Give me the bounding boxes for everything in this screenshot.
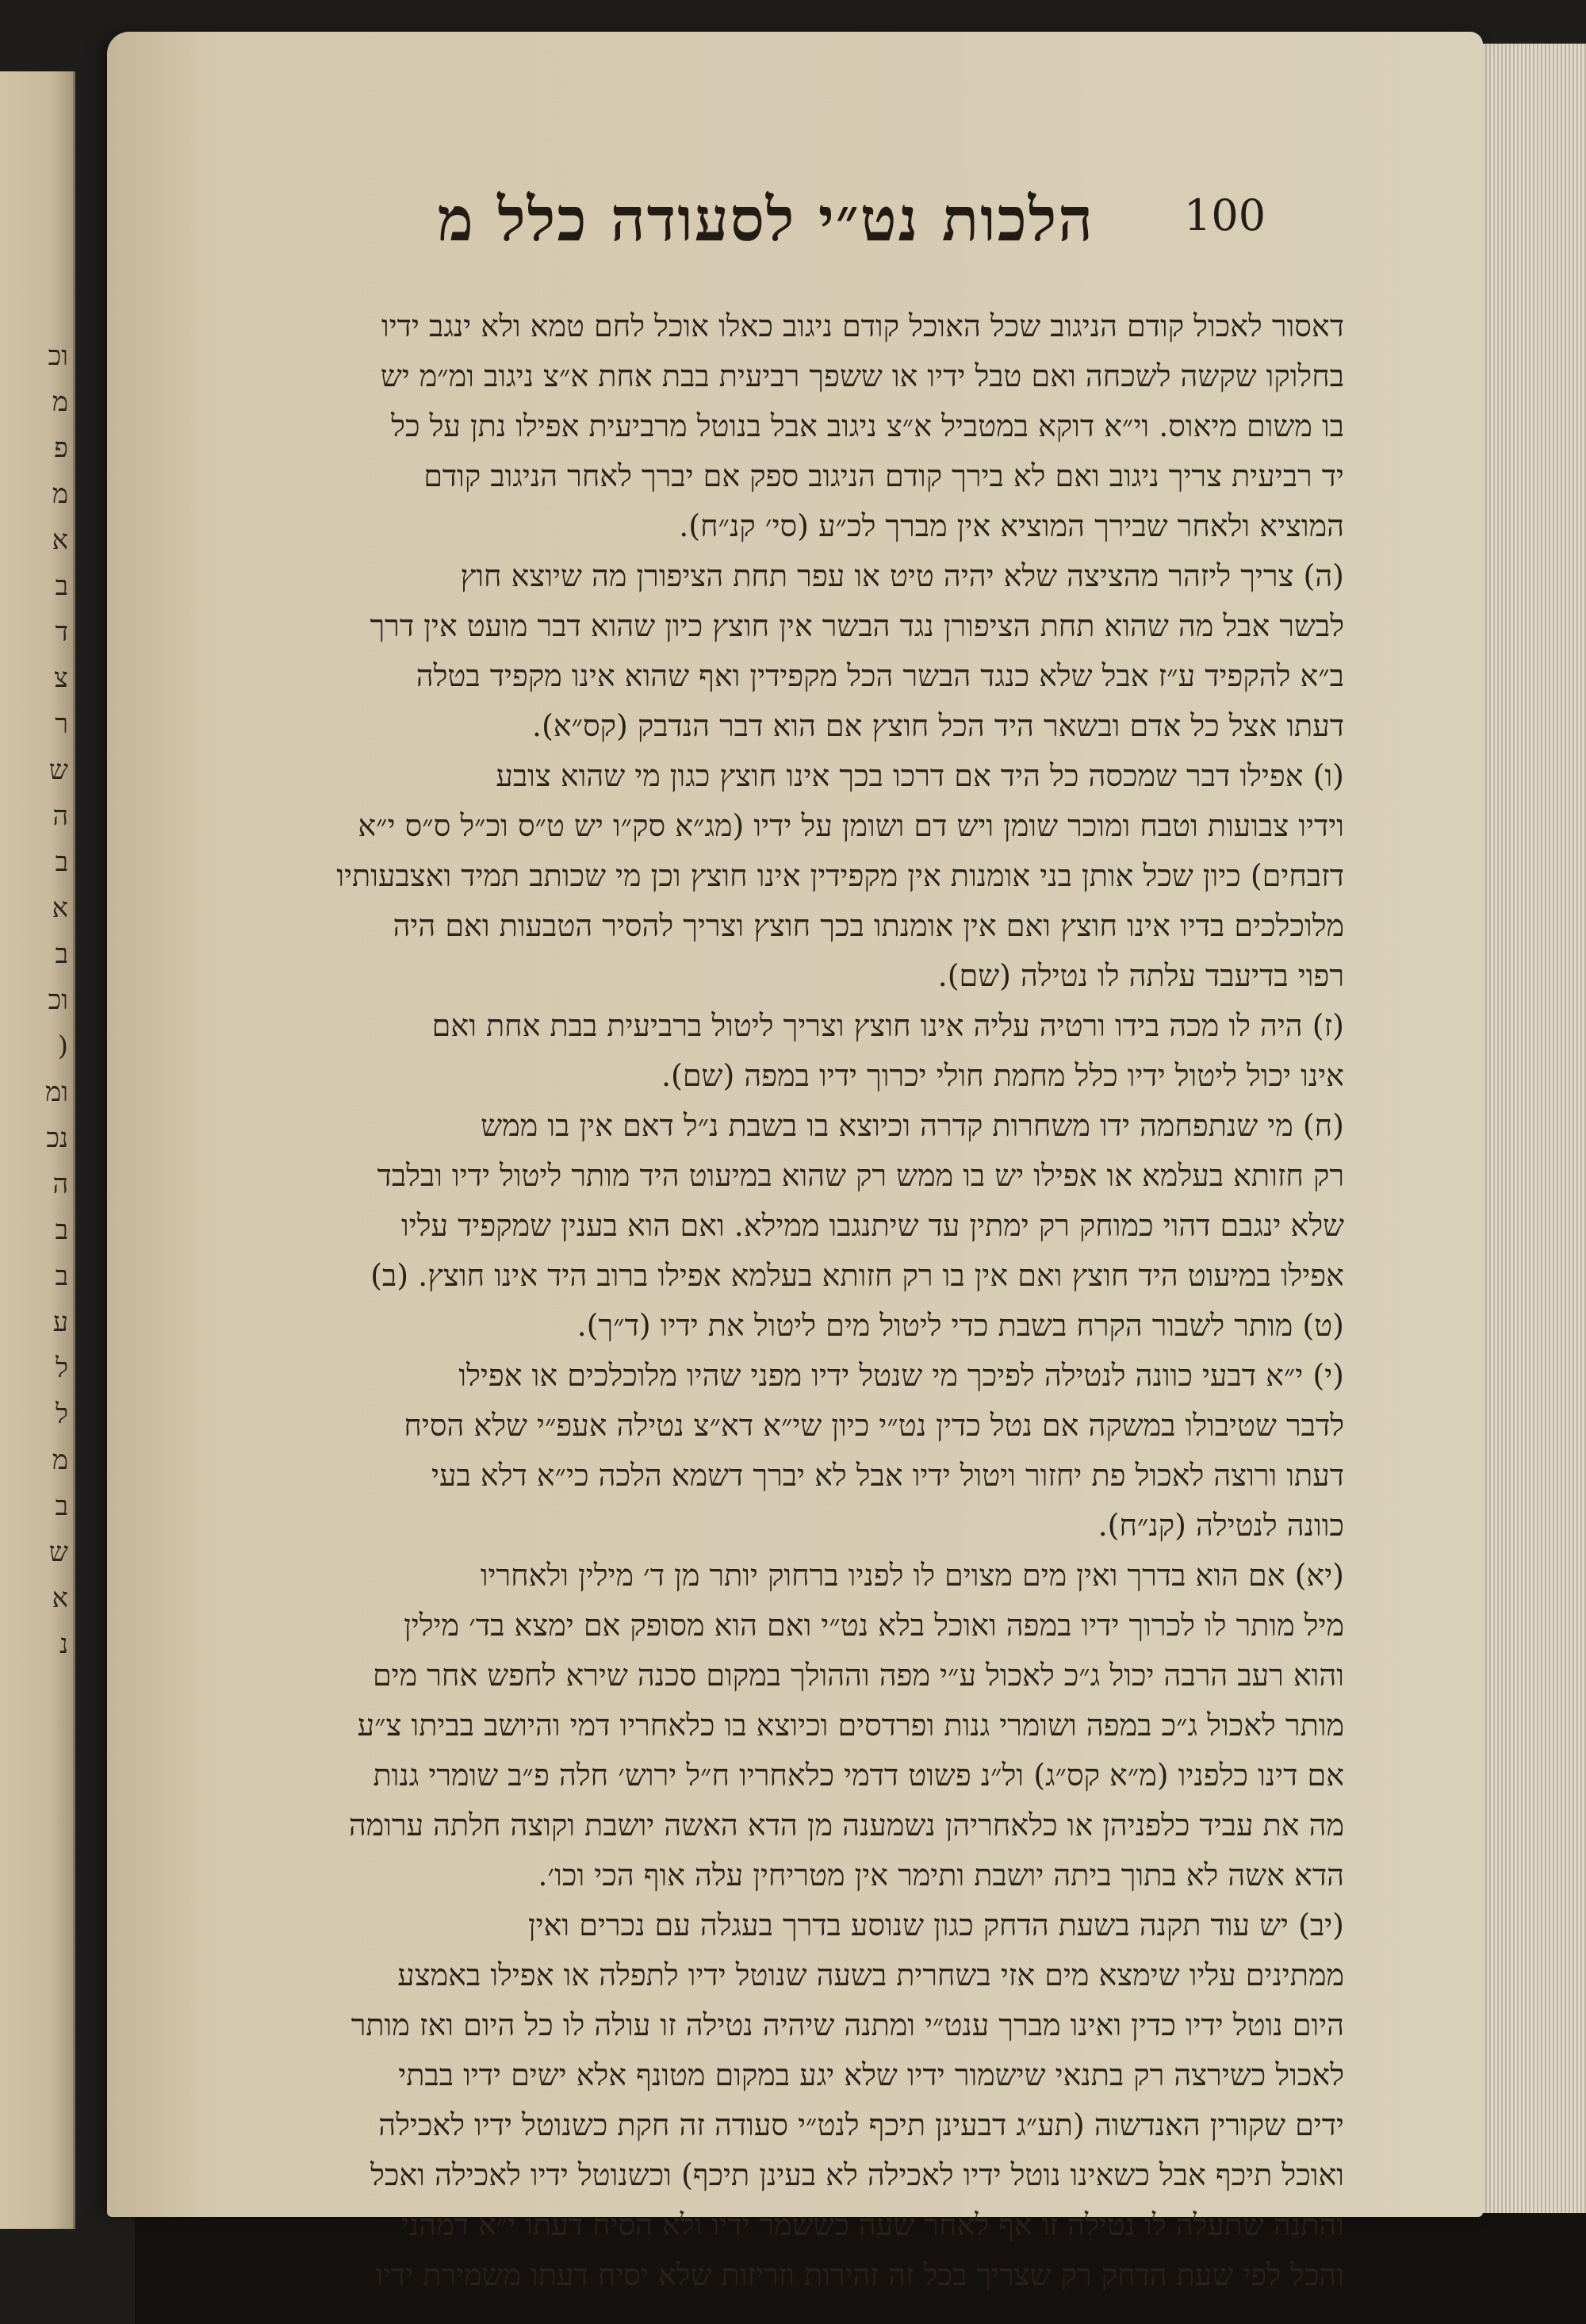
facing-page-fragment: פ (54, 432, 68, 464)
text-line: לדבר שטיבולו במשקה אם נטל כדין נט״י כיון שי״א דא״צ נטילה אעפ״י שלא הסיח (404, 1408, 1344, 1443)
text-line: (ט) מותר לשבור הקרח בשבת כדי ליטול מים ליטול את ידיו (ד״ך). (577, 1308, 1344, 1343)
facing-page-fragment: נ (59, 1628, 68, 1660)
facing-page-fragment: מ (52, 1444, 68, 1476)
page-block-edge (1465, 44, 1586, 2221)
facing-page-fragment: ומ (45, 1076, 68, 1108)
facing-page-fragment: ד (55, 616, 68, 648)
facing-page-fragment: ב (55, 846, 68, 878)
facing-page-fragment: ש (48, 1536, 68, 1568)
book-page (107, 32, 1483, 2292)
text-line: הדא אשה לא בתוך ביתה יושבת ותימר אין מטריחין עלה אוף הכי וכו׳. (538, 1858, 1344, 1893)
text-line: אפילו במיעוט היד חוצץ ואם אין בו רק חזותא בעלמא אפילו ברוב היד אינו חוצץ. (ב) (370, 1258, 1344, 1293)
facing-page-fragment: א (52, 892, 68, 924)
facing-page-fragment: ב (55, 1490, 68, 1522)
facing-page-fragment: ב (55, 570, 68, 602)
body-text (155, 301, 1344, 2300)
text-line: והתנה שתעלה לו נטילה זו אף לאחר שעה כששמר ידיו ולא הסיח דעתו י״א דמהני (400, 2207, 1344, 2242)
facing-page-fragment: ל (56, 1352, 68, 1384)
text-line: מיל מותר לו לכרוך ידיו במפה ואוכל בלא נט״י ואם הוא מסופק אם ימצא בד׳ מילין (404, 1608, 1344, 1643)
text-line: כוונה לנטילה (קנ״ח). (1098, 1508, 1344, 1543)
text-line: אינו יכול ליטול ידיו כלל מחמת חולי יכרוך ידיו במפה (שם). (661, 1058, 1344, 1093)
text-line: (ז) היה לו מכה בידו ורטיה עליה אינו חוצץ וצריך ליטול ברביעית בבת אחת ואם (431, 1008, 1344, 1043)
text-line: לבשר אבל מה שהוא תחת הציפורן נגד הבשר אין חוצץ כיון שהוא דבר מועט אין דרך (370, 608, 1344, 643)
facing-page-fragment: ל (56, 1398, 68, 1430)
text-line: דעתו אצל כל אדם ובשאר היד הכל חוצץ אם הוא דבר הנדבק (קס״א). (531, 708, 1344, 743)
text-line: רפוי בדיעבד עלתה לו נטילה (שם). (937, 958, 1344, 993)
text-line: (ו) אפילו דבר שמכסה כל היד אם דרכו בכך אינו חוצץ כגון מי שהוא צובע (496, 758, 1344, 793)
text-line: מלוכלכים בדיו אינו חוצץ ואם אין אומנתו בכך חוצץ וצריך להסיר הטבעות ואם היה (393, 908, 1344, 943)
facing-page-fragment: וכ (48, 340, 68, 372)
text-line: אם דינו כלפניו (מ״א קס״ג) ול״נ פשוט דדמי כלאחריו ח״ל ירוש׳ חלה פ״ב שומרי גנות (373, 1758, 1344, 1793)
text-line: והוא רעב הרבה יכול ג״כ לאכול ע״י מפה וההולך במקום סכנה שירא לחפש אחר מים (372, 1658, 1344, 1693)
facing-page-fragment: מ (52, 478, 68, 510)
text-line: בחלוקו שקשה לשכחה ואם טבל ידיו או ששפך רביעית בבת אחת א״צ ניגוב ומ״מ יש (380, 359, 1344, 393)
facing-page-fragment: ע (52, 1306, 68, 1338)
text-line: לאכול כשירצה רק בתנאי שישמור ידיו שלא יגע במקום מטונף אלא ישים ידיו בבתי (398, 2057, 1344, 2092)
facing-page-fragment: ( (57, 1030, 68, 1062)
text-line: יד רביעית צריך ניגוב ואם לא בירך קודם הניגוב ספק אם יברך לאחר הניגוב קודם (423, 458, 1344, 493)
page-number: 100 (1184, 190, 1266, 240)
facing-page (0, 71, 75, 2229)
text-line: היום נוטל ידיו כדין ואינו מברך ענט״י ומתנה שיהיה נטילה זו עולה לו כל היום ואז מותר (351, 2008, 1344, 2042)
text-line: (ח) מי שנתפחמה ידו משחרות קדרה וכיוצא בו בשבת נ״ל דאם אין בו ממש (481, 1108, 1344, 1143)
facing-page-fragment: א (52, 1582, 68, 1614)
text-line: והכל לפי שעת הדחק רק שצריך בכל זה זהירות וזריזות שלא יסיח דעתו משמירת ידיו (375, 2257, 1344, 2292)
facing-page-fragment: ה (52, 1168, 68, 1200)
text-line: שלא ינגבם דהוי כמוחק רק ימתין עד שיתנגבו ממילא. ואם הוא בענין שמקפיד עליו (401, 1208, 1344, 1243)
text-line: ב״א להקפיד ע״ז אבל שלא כנגד הבשר הכל מקפידין ואף שהוא אינו מקפיד בטלה (416, 658, 1344, 693)
facing-page-fragment: ב (55, 938, 68, 970)
facing-page-fragment: א (52, 524, 68, 556)
text-line: (יא) אם הוא בדרך ואין מים מצוים לו לפניו ברחוק יותר מן ד׳ מילין ולאחריו (480, 1558, 1344, 1593)
facing-page-text-fragments (45, 333, 68, 1667)
text-line: (ה) צריך ליזהר מהציצה שלא יהיה טיט או עפר תחת הציפורן מה שיוצא חוץ (460, 558, 1344, 593)
text-line: רק חזותא בעלמא או אפילו יש בו ממש רק שהוא במיעוט היד מותר ליטול ידיו ובלבד (377, 1158, 1344, 1193)
running-head: הלכות נט״י לסעודה כלל מ (437, 184, 1094, 255)
facing-page-fragment: ש (48, 754, 68, 786)
facing-page-fragment: ב (55, 1214, 68, 1246)
text-line: וידיו צבועות וטבח ומוכר שומן ויש דם ושומן על ידיו (מג״א סק״ו יש ט״ס וכ״ל ס״ס י״א (358, 808, 1344, 843)
text-line: המוציא ולאחר שבירך המוציא אין מברך לכ״ע (סי׳ קנ״ח). (679, 508, 1344, 543)
facing-page-fragment: ר (55, 708, 68, 740)
text-line: דעתו ורוצה לאכול פת יחזור ויטול ידיו אבל לא יברך דשמא הלכה כי״א דלא בעי (431, 1458, 1344, 1493)
text-line: ממתינים עליו שימצא מים אזי בשחרית בשעה שנוטל ידיו לתפלה או אפילו באמצע (397, 1958, 1344, 1992)
text-line: בו משום מיאוס. וי״א דוקא במטביל א״צ ניגוב אבל בנוטל מרביעית אפילו נתן על כל (391, 408, 1344, 443)
text-line: מותר לאכול ג״כ במפה ושומרי גנות ופרדסים וכיוצא בו כלאחריו דמי והיושב בביתו צ״ע (357, 1708, 1344, 1743)
text-line: (י) י״א דבעי כוונה לנטילה לפיכך מי שנטל ידיו מפני שהיו מלוכלכים או אפילו (458, 1358, 1344, 1393)
facing-page-fragment: ב (55, 1260, 68, 1292)
text-line: דאסור לאכול קודם הניגוב שכל האוכל קודם ניגוב כאלו אוכל לחם טמא ולא ינגב ידיו (381, 309, 1344, 343)
text-line: מה את עביד כלפניהן או כלאחריהן נשמענה מן הדא האשה יושבת וקוצה חלתה ערומה (348, 1808, 1344, 1843)
facing-page-fragment: ה (52, 800, 68, 832)
text-line: ידים שקורין האנדשוה (תע״ג דבעינן תיכף לנט״י סעודה זה חקת כשנוטל ידיו לאכילה (378, 2107, 1344, 2142)
text-line: ואוכל תיכף אבל כשאינו נוטל ידיו לאכילה לא בעינן תיכף) וכשנוטל ידיו לאכילה ואכל (370, 2157, 1344, 2192)
facing-page-fragment: צ (54, 662, 68, 694)
facing-page-fragment: נכ (46, 1122, 68, 1154)
facing-page-fragment: וכ (48, 984, 68, 1016)
facing-page-fragment: מ (52, 386, 68, 418)
text-line: (יב) יש עוד תקנה בשעת הדחק כגון שנוסע בדרך בעגלה עם נכרים ואין (527, 1908, 1344, 1942)
text-line: דזבחים) כיון שכל אותן בני אומנות אין מקפידין אינו חוצץ וכן מי שכותב תמיד ואצבעותיו (336, 858, 1344, 893)
page-header (107, 184, 1483, 286)
